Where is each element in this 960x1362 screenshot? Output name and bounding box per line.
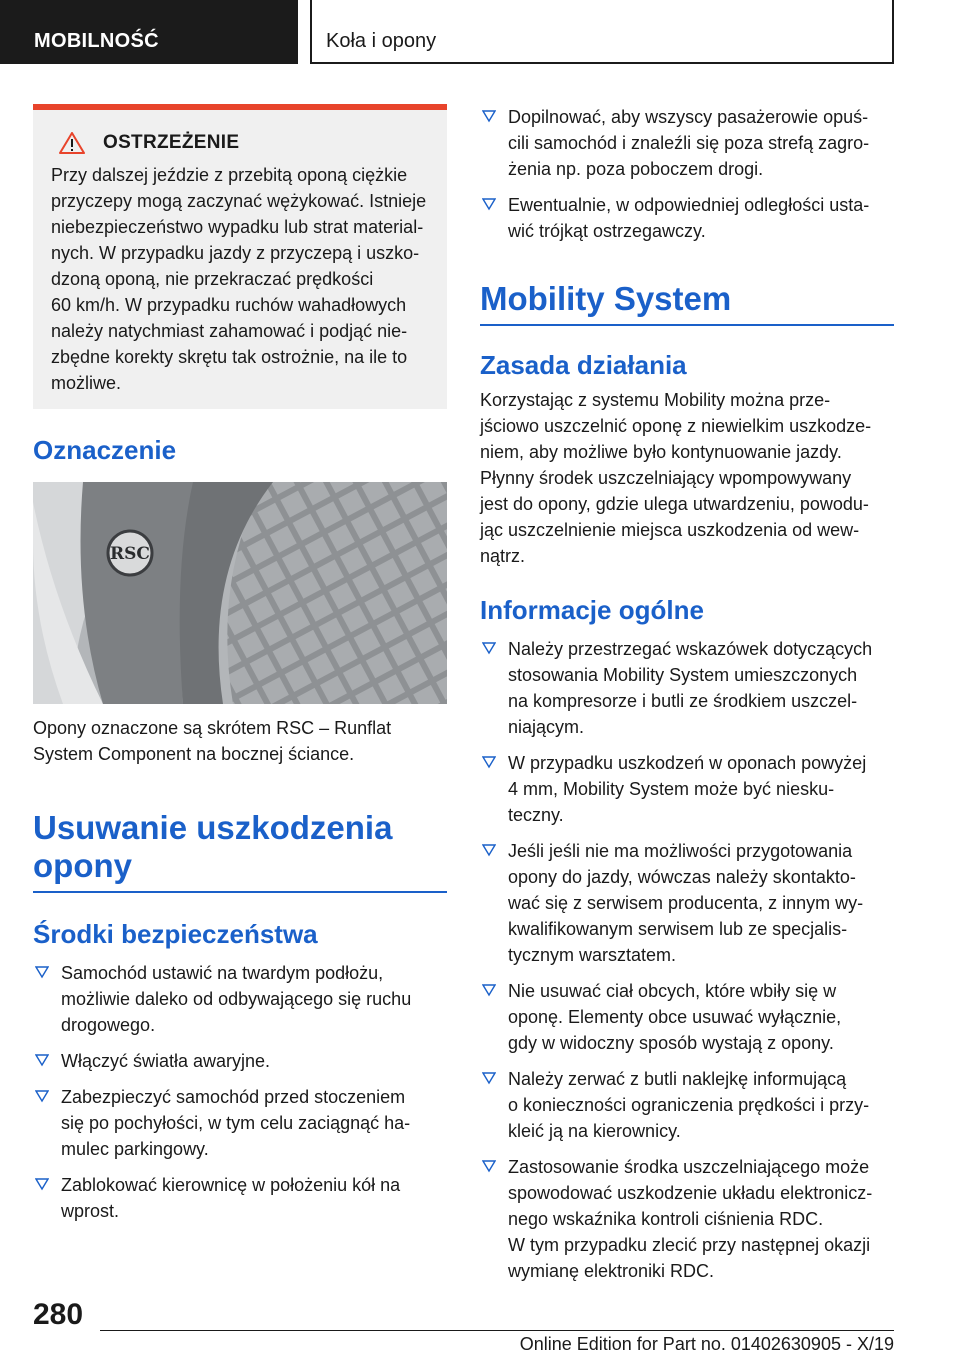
item-line: mulec parkingowy. <box>61 1139 209 1159</box>
item-line: opony do jazdy, wówczas należy skontakto- <box>508 867 856 887</box>
triangle-bullet-icon <box>482 843 496 857</box>
warning-line: 60 km/h. W przypadku ruchów wahadłowych <box>51 295 407 315</box>
item-line: Ewentualnie, w odpowiedniej odległości usta- <box>508 195 870 215</box>
caption-line: System Component na bocznej ściance. <box>33 744 355 764</box>
footer-divider <box>100 1330 894 1331</box>
warning-title: OSTRZEŻENIE <box>103 132 240 153</box>
safety-steps-continued <box>480 104 894 244</box>
left-column <box>33 104 447 1234</box>
item-line: gdy w widoczny sposób wystają z opony. <box>508 1033 834 1053</box>
text-line: Korzystając z systemu Mobility można prze- <box>480 390 831 410</box>
section-title: MOBILNOŚĆ <box>34 30 159 52</box>
list-item <box>480 750 894 828</box>
item-line: tycznym warsztatem. <box>508 945 677 965</box>
warning-line: dzoną oponą, nie przekraczać prędkości <box>51 269 374 289</box>
item-line: Włączyć światła awaryjne. <box>61 1051 271 1071</box>
item-line: niającym. <box>508 717 585 737</box>
topic-title: Koła i opony <box>326 30 437 52</box>
topic-tab <box>310 0 894 64</box>
item-line: W przypadku uszkodzeń w oponach powyżej <box>508 753 867 773</box>
principle-heading: Zasada działania <box>480 350 687 380</box>
principle-text <box>480 387 894 569</box>
warning-text <box>51 162 433 396</box>
item-line: wprost. <box>61 1201 120 1221</box>
triangle-bullet-icon <box>482 1071 496 1085</box>
tire-illustration <box>33 482 447 704</box>
list-item <box>33 1084 447 1162</box>
text-line: nątrz. <box>480 546 526 566</box>
item-line: Zabezpieczyć samochód przed stoczeniem <box>61 1087 406 1107</box>
item-line: Nie usuwać ciał obcych, które wbiły się w <box>508 981 837 1001</box>
list-item <box>480 104 894 182</box>
item-line: drogowego. <box>61 1015 156 1035</box>
text-line: niem, aby możliwe było kontynuowanie jazdy. <box>480 442 842 462</box>
list-item <box>480 978 894 1056</box>
item-line: spowodować uszkodzenie układu elektronicz- <box>508 1183 873 1203</box>
warning-line: należy natychmiast zahamować i podjąć nie- <box>51 321 408 341</box>
triangle-bullet-icon <box>482 983 496 997</box>
item-line: kwalifikowanym serwisem lub ze specjalis- <box>508 919 848 939</box>
item-line: nego wskaźnika kontroli ciśnienia RDC. <box>508 1209 824 1229</box>
triangle-bullet-icon <box>35 1053 49 1067</box>
warning-line: przyczepy mogą zaczynać wężykować. Istnieje <box>51 191 427 211</box>
heading-line: opony <box>33 847 132 884</box>
item-line: W tym przypadku zlecić przy następnej okazji <box>508 1235 871 1255</box>
item-line: się po pochyłości, w tym celu zaciągnąć ha- <box>61 1113 411 1133</box>
warning-triangle-icon <box>59 132 85 154</box>
list-item <box>480 1154 894 1284</box>
text-line: Płynny środek uszczelniający wpompowywany <box>480 468 852 488</box>
warning-line: niebezpieczeństwo wypadku lub strat material- <box>51 217 424 237</box>
triangle-bullet-icon <box>482 755 496 769</box>
list-item <box>480 1066 894 1144</box>
item-line: Samochód ustawić na twardym podłożu, <box>61 963 384 983</box>
item-line: oponę. Elementy obce usuwać wyłącznie, <box>508 1007 842 1027</box>
triangle-bullet-icon <box>482 109 496 123</box>
item-line: 4 mm, Mobility System może być niesku- <box>508 779 835 799</box>
triangle-bullet-icon <box>35 1177 49 1191</box>
warning-box <box>33 104 447 409</box>
rsc-logo-icon <box>105 528 155 578</box>
item-line: na kompresorze i butli ze środkiem uszczel- <box>508 691 858 711</box>
list-item <box>33 960 447 1038</box>
section-tab <box>0 0 298 64</box>
edition-info: Online Edition for Part no. 01402630905 - X/19 <box>519 1334 894 1354</box>
page-number: 280 <box>33 1298 84 1331</box>
item-line: Zastosowanie środka uszczelniającego może <box>508 1157 870 1177</box>
warning-header <box>51 132 433 154</box>
marking-heading: Oznaczenie <box>33 435 177 465</box>
triangle-bullet-icon <box>35 965 49 979</box>
triangle-bullet-icon <box>482 197 496 211</box>
item-line: wymianę elektroniki RDC. <box>508 1261 715 1281</box>
item-line: teczny. <box>508 805 564 825</box>
mobility-heading: Mobility System <box>480 280 894 326</box>
warning-line: Przy dalszej jeździe z przebitą oponą ciężkie <box>51 165 408 185</box>
text-line: jest do opony, gdzie ulega utwardzeniu, powodu- <box>480 494 869 514</box>
general-heading: Informacje ogólne <box>480 595 704 625</box>
repair-heading <box>33 809 447 893</box>
triangle-bullet-icon <box>35 1089 49 1103</box>
right-column <box>480 104 894 1294</box>
general-info-list <box>480 636 894 1284</box>
triangle-bullet-icon <box>482 641 496 655</box>
list-item <box>480 192 894 244</box>
text-line: jąc uszczelnienie miejsca uszkodzenia od wew- <box>480 520 860 540</box>
caption-line: Opony oznaczone są skrótem RSC – Runflat <box>33 718 392 738</box>
triangle-bullet-icon <box>482 1159 496 1173</box>
safety-steps-list <box>33 960 447 1224</box>
item-line: Zablokować kierownicę w położeniu kół na <box>61 1175 401 1195</box>
tire-caption <box>33 715 447 767</box>
item-line: żenia np. poza poboczem drogi. <box>508 159 764 179</box>
item-line: kleić ją na kierownicy. <box>508 1121 681 1141</box>
safety-heading: Środki bezpieczeństwa <box>33 919 318 949</box>
warning-line: możliwe. <box>51 373 122 393</box>
item-line: cili samochód i znaleźli się poza strefą zagro- <box>508 133 870 153</box>
warning-line: zbędne korekty skrętu tak ostrożnie, na ile to <box>51 347 408 367</box>
list-item <box>480 636 894 740</box>
list-item <box>33 1172 447 1224</box>
item-line: stosowania Mobility System umieszczonych <box>508 665 858 685</box>
item-line: Należy zerwać z butli naklejkę informującą <box>508 1069 847 1089</box>
item-line: wać się z serwisem producenta, z innym wy- <box>508 893 864 913</box>
svg-text:RSC: RSC <box>110 544 150 564</box>
item-line: Dopilnować, aby wszyscy pasażerowie opuś- <box>508 107 869 127</box>
list-item <box>480 838 894 968</box>
item-line: wić trójkąt ostrzegawczy. <box>508 221 706 241</box>
list-item <box>33 1048 447 1074</box>
item-line: Jeśli jeśli nie ma możliwości przygotowania <box>508 841 853 861</box>
item-line: Należy przestrzegać wskazówek dotyczących <box>508 639 873 659</box>
tire-image <box>33 482 447 704</box>
warning-line: nych. W przypadku jazdy z przyczepą i uszko- <box>51 243 420 263</box>
item-line: możliwie daleko od odbywającego się ruchu <box>61 989 412 1009</box>
item-line: o konieczności ograniczenia prędkości i przy- <box>508 1095 870 1115</box>
heading-line: Usuwanie uszkodzenia <box>33 809 393 846</box>
text-line: jściowo uszczelnić oponę z niewielkim uszkodze- <box>480 416 872 436</box>
